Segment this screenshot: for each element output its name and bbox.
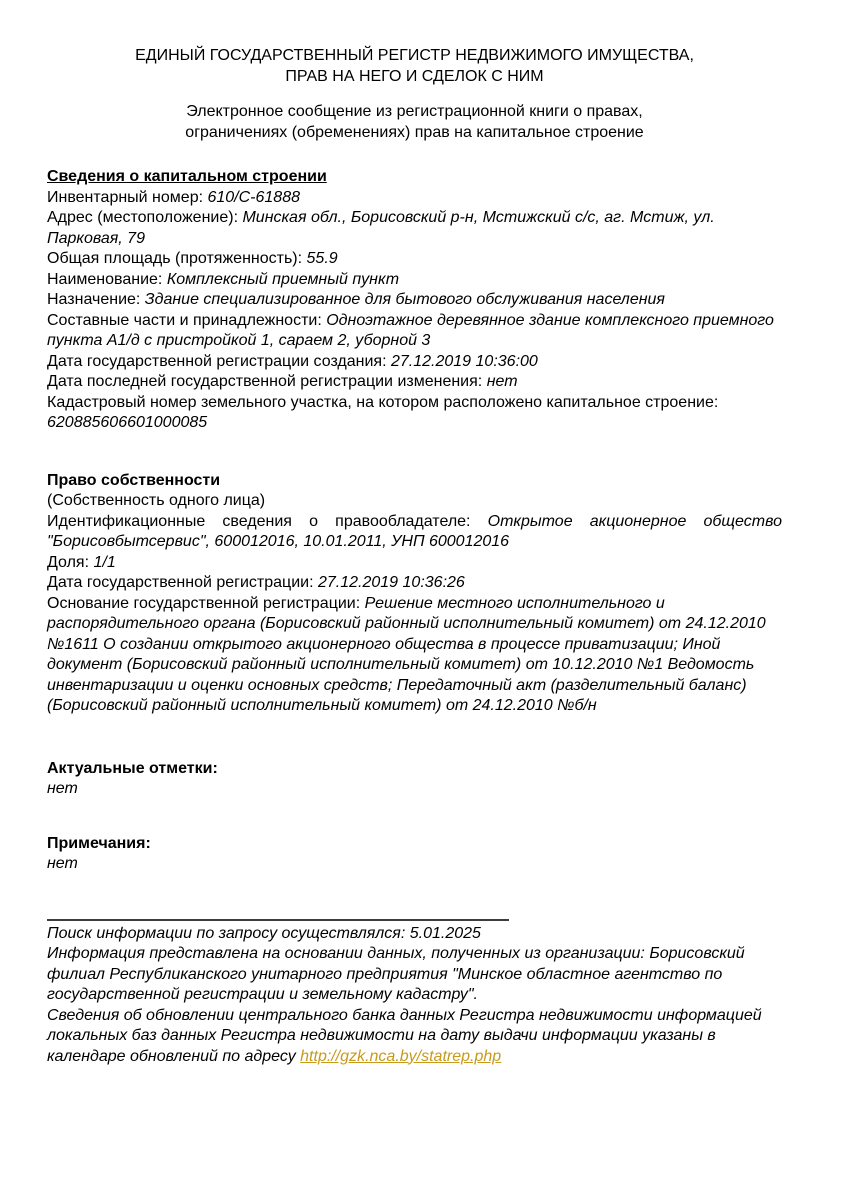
field-value: 620885606601000085 [47,414,208,431]
footer-search-line [47,924,782,945]
section-ownership [47,471,782,717]
section-actual-marks [47,759,782,800]
field-name [47,270,782,291]
field-label: Доля: [47,553,90,571]
marks-value: нет [47,780,78,797]
doc-title-line2: ПРАВ НА НЕГО И СДЕЛОК С НИМ [285,67,544,85]
field-value: Здание специализированное для бытового обслуживания населения [144,291,665,308]
footer-update-text: Сведения об обновлении центрального банка данных Регистра недвижимости информацией локальных баз данных Регистра недвижимости на дату выдачи информации указаны в календаре обновлений по адресу [47,1006,762,1065]
footer-search-label: Поиск информации по запросу осуществлялся: [47,924,406,942]
doc-footer [47,919,782,1068]
field-share [47,553,782,574]
field-label: Дата последней государственной регистрации изменения: [47,373,483,390]
field-land-cadastral-number [47,393,782,434]
ownership-subheading: (Собственность одного лица) [47,492,266,509]
field-value: 27.12.2019 10:36:00 [391,352,538,370]
notes-value: нет [47,855,78,872]
field-registration-date [47,573,782,594]
notes-heading: Примечания: [47,834,151,852]
field-value: Одноэтажное деревянное здание комплексного приемного пункта А1/д с пристройкой 1, сараем 2, уборной 3 [47,311,774,349]
field-value: Открытое акционерное общество "Борисовбытсервис", 600012016, 10.01.2011, УНП 600012016 [47,512,782,550]
field-label: Кадастровый номер земельного участка, на котором расположено капитальное строение: [47,393,719,411]
doc-title-line1: ЕДИНЫЙ ГОСУДАРСТВЕННЫЙ РЕГИСТР НЕДВИЖИМОГО ИМУЩЕСТВА, [135,47,694,64]
marks-heading: Актуальные отметки: [47,759,218,777]
field-value: 27.12.2019 10:36:26 [318,574,465,591]
field-label: Дата государственной регистрации создания: [47,352,387,370]
field-label: Основание государственной регистрации: [47,594,361,612]
doc-header [47,46,782,143]
field-value: 55.9 [306,250,338,267]
field-label: Составные части и принадлежности: [47,311,322,329]
section-notes [47,834,782,875]
field-label: Наименование: [47,270,163,288]
doc-subtitle-line1: Электронное сообщение из регистрационной книги о правах, [186,103,643,120]
footer-update-note [47,1006,782,1068]
field-label: Инвентарный номер: [47,188,204,206]
field-label: Назначение: [47,291,141,308]
field-rightholder-info [47,512,782,553]
field-address [47,208,782,249]
field-registration-changed-date [47,372,782,393]
field-value: нет [486,373,518,390]
field-label: Общая площадь (протяженность): [47,250,303,267]
document-content [47,0,782,1067]
field-value: Решение местного исполнительного и распорядительного органа (Борисовский районный исполнительный комитет) от 24.12.2010 №1611 О создании открытого акционерного общества в процессе приватизации; Иной документ (Борисовский районный исполнительный комитет) от 10.12.2010 №1 Ведомость инвентаризации и оценки основных средств; Передаточный акт (разделительный баланс) (Борисовский районный исполнительный комитет) от 24.12.2010 №б/н [47,594,766,714]
section-building [47,167,782,434]
field-purpose [47,290,782,311]
field-value: 1/1 [93,553,116,571]
field-registration-basis [47,594,782,717]
building-heading: Сведения о капитальном строении [47,168,327,185]
field-registration-created-date [47,352,782,373]
footer-source-note: Информация представлена на основании данных, полученных из организации: Борисовский филиал Республиканского унитарного предприятия "Минское областное агентство по государственной регистрации и земельному кадастру". [47,945,745,1003]
field-components [47,311,782,352]
field-total-area [47,249,782,270]
field-value: Комплексный приемный пункт [166,270,400,288]
field-inventory-number [47,188,782,209]
doc-subtitle-line2: ограничениях (обременениях) прав на капитальное строение [185,123,644,141]
footer-search-value: 5.01.2025 [409,924,481,942]
field-value: Минская обл., Борисовский р-н, Мстижский с/с, аг. Мстиж, ул. Парковая, 79 [47,209,715,247]
footer-link[interactable]: http://gzk.nca.by/statrep.php [300,1047,502,1065]
field-label: Идентификационные сведения о правообладателе: [47,512,471,530]
separator-line [47,919,509,921]
field-value: 610/С-61888 [207,188,300,206]
ownership-heading: Право собственности [47,471,221,489]
field-label: Адрес (местоположение): [47,209,239,226]
field-label: Дата государственной регистрации: [47,574,314,591]
